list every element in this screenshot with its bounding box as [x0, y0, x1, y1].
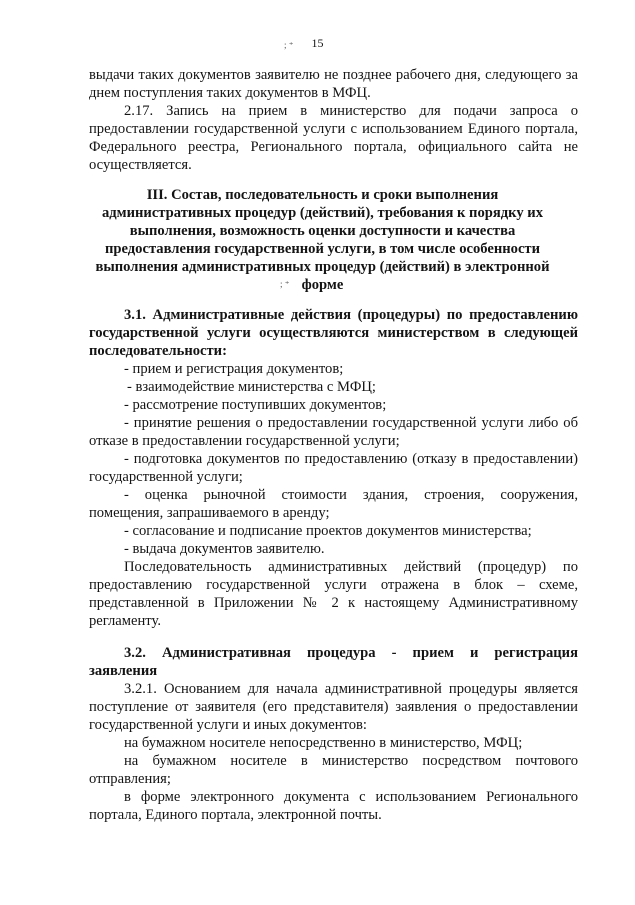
section-heading-line-6: форме: [301, 277, 344, 293]
section-heading-line-5: выполнения административных процедур (действий) в электронной: [95, 259, 550, 275]
list-321-item: в форме электронного документа с использованием Регионального: [124, 789, 578, 805]
list-31-item: - подготовка документов по предоставлению (отказу в предоставлении): [124, 451, 578, 467]
list-31-item: - оценка рыночной стоимости здания, строения, сооружения,: [124, 487, 578, 503]
para-217-line-3: Федерального реестра, Регионального портала, официального сайта не: [89, 139, 578, 155]
para-31-line-3: последовательности:: [89, 343, 227, 359]
list-31-item-cont: отказе в предоставлении государственной услуги;: [89, 433, 400, 449]
para-31-line-1: 3.1. Административные действия (процедуры) по предоставлению: [124, 307, 578, 323]
para-217-line-4: осуществляется.: [89, 157, 192, 173]
para-31-line-2: государственной услуги осуществляются министерством в следующей: [89, 325, 578, 341]
list-31-item: - прием и регистрация документов;: [124, 361, 344, 377]
para-top-line-1: выдачи таких документов заявителю не позднее рабочего дня, следующего за: [89, 67, 578, 83]
list-31-item: - принятие решения о предоставлении государственной услуги либо об: [124, 415, 578, 431]
list-31-item-cont: помещения, запрашиваемого в аренду;: [89, 505, 330, 521]
scan-speck: ; ⁺: [284, 40, 294, 50]
list-321-item-cont: портала, Единого портала, электронной почты.: [89, 807, 382, 823]
para-321-line-3: государственной услуги и иных документов:: [89, 717, 367, 733]
heading-32-line-2: заявления: [89, 663, 158, 679]
section-heading-line-4: предоставления государственной услуги, в том числе особенности: [104, 241, 541, 257]
list-31-item: - согласование и подписание проектов документов министерства;: [124, 523, 532, 539]
page-number: 15: [311, 36, 324, 50]
list-31-item: - рассмотрение поступивших документов;: [124, 397, 387, 413]
section-heading-line-3: выполнения, возможность оценки доступности и качества: [129, 223, 516, 239]
list-321-item: на бумажном носителе непосредственно в министерство, МФЦ;: [124, 735, 523, 751]
list-321-item: на бумажном носителе в министерство посредством почтового: [124, 753, 578, 769]
section-heading-line-2: административных процедур (действий), требования к порядку их: [101, 205, 544, 221]
para-top-line-2: днем поступления таких документов в МФЦ.: [89, 85, 371, 101]
list-321-item-cont: отправления;: [89, 771, 171, 787]
section-heading-line-1: III. Состав, последовательность и сроки выполнения: [146, 187, 499, 203]
para-sequence-line-3: представленной в Приложении № 2 к настоящему Административному: [89, 595, 578, 611]
para-sequence-line-2: предоставлению государственной услуги отражена в блок – схеме,: [89, 577, 578, 593]
para-217-line-1: 2.17. Запись на прием в министерство для подачи запроса о: [124, 103, 578, 119]
list-31-item-cont: государственной услуги;: [89, 469, 243, 485]
heading-32-line-1: 3.2. Административная процедура - прием и регистрация: [124, 645, 578, 661]
scan-speck: ; ⁺: [280, 279, 290, 289]
para-321-line-1: 3.2.1. Основанием для начала административной процедуры является: [124, 681, 578, 697]
list-31-item: - взаимодействие министерства с МФЦ;: [127, 379, 376, 395]
list-31-item: - выдача документов заявителю.: [124, 541, 325, 557]
para-sequence-line-1: Последовательность административных действий (процедур) по: [124, 559, 578, 575]
para-321-line-2: поступление от заявителя (его представителя) заявления о предоставлении: [89, 699, 578, 715]
para-217-line-2: предоставлении государственной услуги с использованием Единого портала,: [89, 121, 578, 137]
para-sequence-line-4: регламенту.: [89, 613, 161, 629]
